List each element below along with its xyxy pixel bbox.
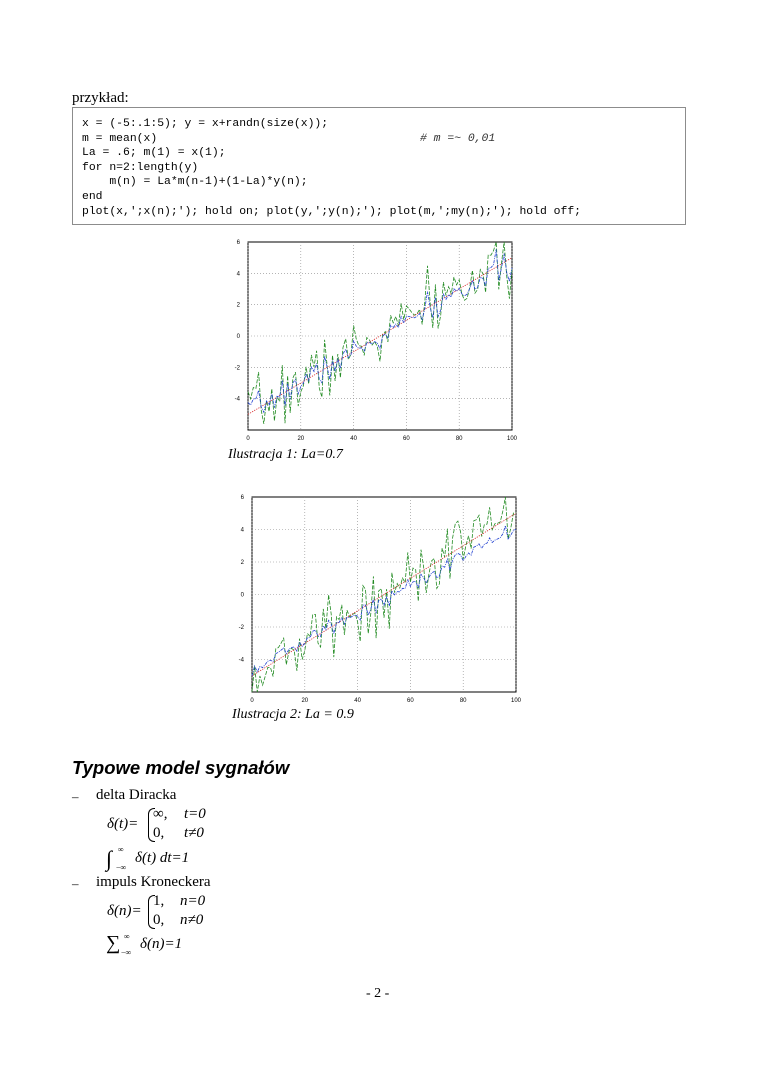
chart-la-0-7 bbox=[228, 236, 520, 444]
case-value: ∞, bbox=[153, 806, 168, 822]
lower-limit: −∞ bbox=[121, 948, 132, 957]
chart-caption: Ilustracja 2: La = 0.9 bbox=[232, 707, 354, 722]
x-tick-label: 20 bbox=[301, 698, 309, 704]
y-tick-label: -4 bbox=[234, 396, 240, 403]
chart-la-0-9 bbox=[232, 491, 524, 706]
lower-limit: −∞ bbox=[116, 863, 127, 872]
case-value: 0, bbox=[153, 912, 165, 928]
case-condition: n=0 bbox=[180, 893, 206, 909]
code-line: x = (-5:.1:5); y = x+randn(size(x)); bbox=[82, 118, 329, 130]
sum-icon: ∑ bbox=[106, 932, 121, 954]
formula-lhs bbox=[107, 903, 142, 920]
y-tick-label: 0 bbox=[236, 334, 240, 340]
sum-expression: δ(n)=1 bbox=[140, 936, 183, 952]
x-tick-label: 80 bbox=[455, 436, 463, 442]
formula-lhs-text: δ(n)= bbox=[107, 903, 142, 919]
integrand: δ(t) dt=1 bbox=[135, 850, 190, 866]
x-tick-label: 0 bbox=[246, 436, 250, 442]
y-tick-label: 2 bbox=[236, 302, 240, 309]
code-text: m = mean(x) bbox=[82, 132, 158, 145]
y-tick-label: 4 bbox=[240, 527, 244, 534]
code-line: plot(x,';x(n);'); hold on; plot(y,';y(n);'); plot(m,';my(n);'); hold off; bbox=[82, 205, 581, 218]
y-tick-label: 4 bbox=[236, 271, 240, 278]
formula-lhs bbox=[107, 816, 138, 833]
x-tick-label: 100 bbox=[510, 698, 522, 704]
y-tick-label: 0 bbox=[240, 592, 244, 599]
x-tick-label: 80 bbox=[459, 698, 467, 704]
bullet-label: delta Diracka bbox=[96, 787, 177, 803]
x-tick-label: 0 bbox=[250, 698, 254, 704]
code-block bbox=[72, 107, 686, 225]
intro-label: przykład: bbox=[72, 90, 129, 106]
code-line: La = .6; m(1) = x(1); bbox=[82, 147, 226, 160]
page-number: - 2 - bbox=[366, 986, 390, 1001]
case-condition: t≠0 bbox=[184, 825, 204, 841]
y-tick-label: 2 bbox=[240, 560, 244, 566]
bullet-dash: – bbox=[72, 876, 79, 891]
code-line: m(n) = La*m(n-1)+(1-La)*y(n); bbox=[82, 176, 308, 189]
x-tick-label: 100 bbox=[506, 436, 518, 442]
chart-caption: Ilustracja 1: La=0.7 bbox=[228, 447, 343, 462]
code-line: for n=2:length(y) bbox=[82, 161, 199, 174]
case-condition: n≠0 bbox=[180, 912, 204, 928]
code-line bbox=[82, 132, 685, 147]
y-tick-label: -2 bbox=[234, 365, 240, 372]
bullet-label: impuls Kroneckera bbox=[96, 874, 211, 890]
section-title: Typowe model sygnałów bbox=[72, 757, 290, 778]
case-value: 0, bbox=[153, 825, 165, 841]
y-tick-label: -4 bbox=[238, 657, 244, 664]
x-tick-label: 40 bbox=[350, 436, 357, 442]
x-tick-label: 60 bbox=[403, 436, 410, 442]
upper-limit: ∞ bbox=[124, 932, 130, 941]
y-tick-label: 6 bbox=[236, 240, 240, 246]
y-tick-label: 6 bbox=[240, 495, 244, 501]
formula-lhs-text: δ(t)= bbox=[107, 816, 139, 832]
x-tick-label: 20 bbox=[297, 436, 305, 442]
bullet-dash: – bbox=[72, 789, 79, 804]
code-comment: # m =~ 0,01 bbox=[420, 132, 496, 145]
case-condition: t=0 bbox=[184, 806, 206, 822]
y-tick-label: -2 bbox=[238, 625, 244, 631]
upper-limit: ∞ bbox=[118, 845, 124, 854]
case-value: 1, bbox=[153, 893, 165, 909]
code-line: end bbox=[82, 190, 103, 203]
integral-icon: ∫ bbox=[106, 846, 113, 871]
x-tick-label: 60 bbox=[407, 698, 414, 704]
x-tick-label: 40 bbox=[354, 698, 361, 704]
